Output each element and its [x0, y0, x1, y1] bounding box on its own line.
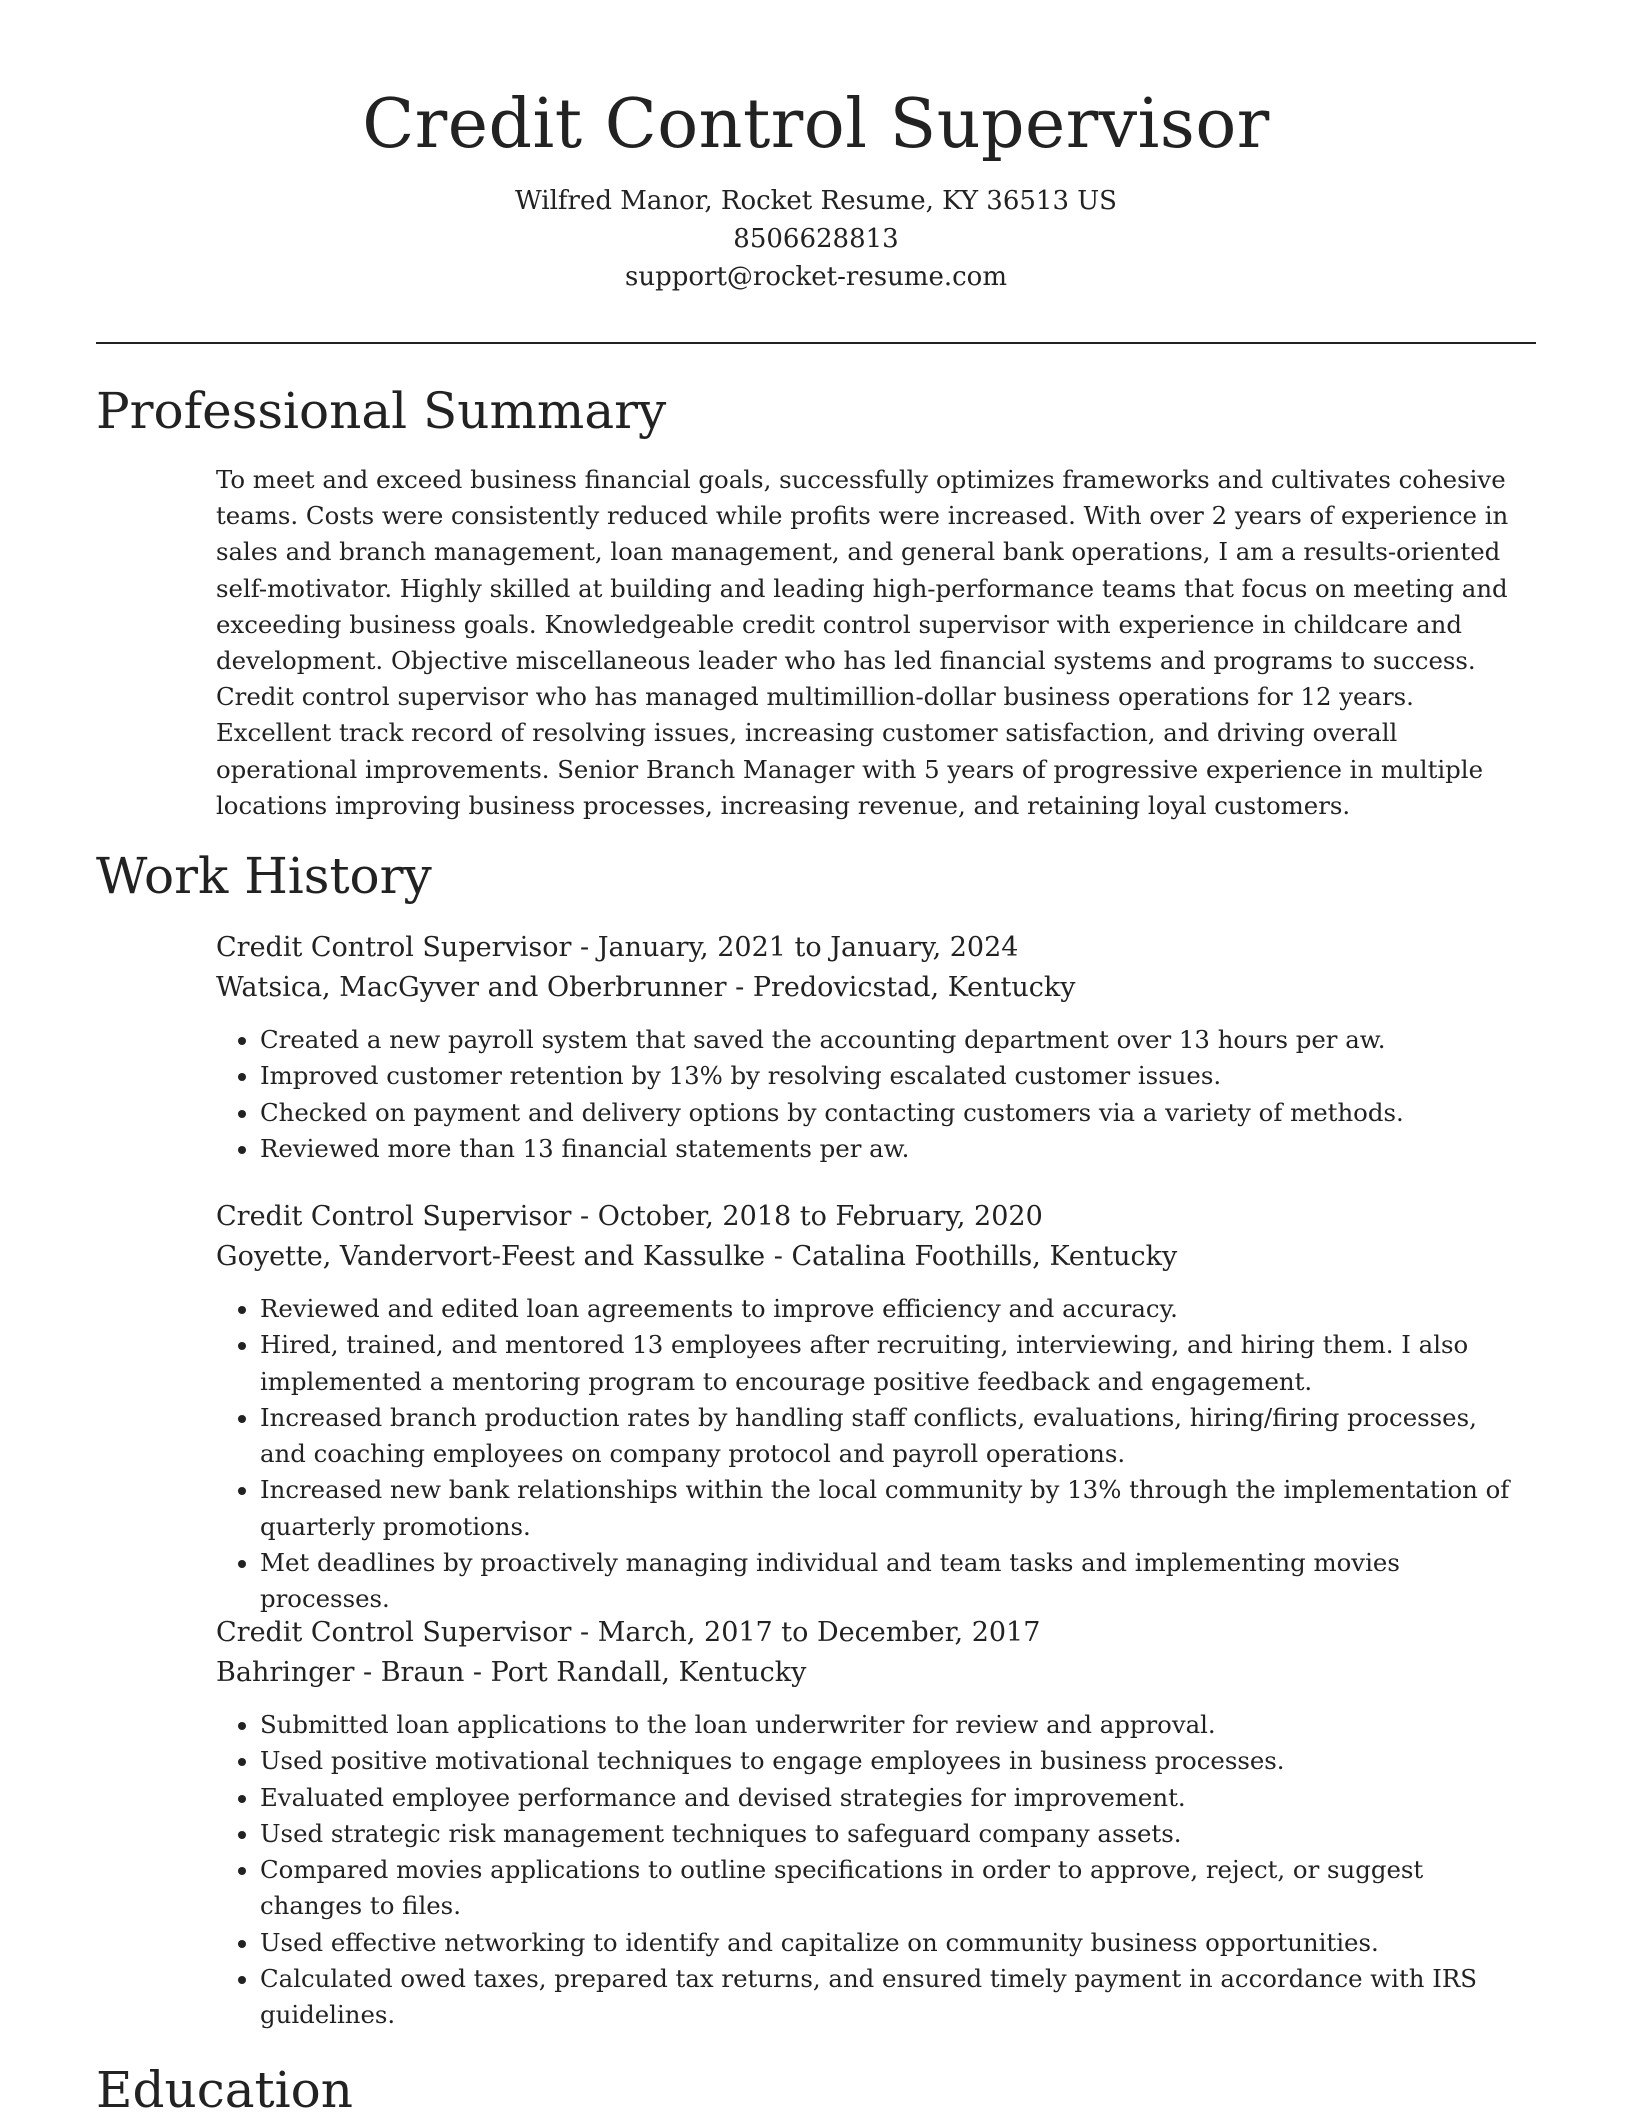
job-title: Credit Control Supervisor: [216, 932, 572, 963]
job-company: Watsica, MacGyver and Oberbrunner: [216, 972, 727, 1003]
list-item: • Compared movies applications to outline specifications in order to approve, reject, or suggest changes to files.: [260, 1852, 1516, 1925]
job-dates: March, 2017 to December, 2017: [597, 1617, 1041, 1648]
list-item: • Reviewed and edited loan agreements to improve efficiency and accuracy.: [260, 1291, 1516, 1327]
job-title-line: Credit Control Supervisor - March, 2017 to December, 2017: [216, 1617, 1041, 1648]
summary-heading: Professional Summary: [96, 382, 667, 440]
summary-text: To meet and exceed business financial goals, successfully optimizes frameworks and cultivates cohesive teams. Costs were consistently reduced while profits were increased. With over 2 years of experience in sales and branch management, loan management, and general bank operations, I am a results-oriented self-motivator. Highly skilled at building and leading high-performance teams that focus on meeting and exceeding business goals. Knowledgeable credit control supervisor with experience in childcare and development. Objective miscellaneous leader who has led financial systems and programs to success. Credit control supervisor who has managed multimillion-dollar business operations for 12 years. Excellent track record of resolving issues, increasing customer satisfaction, and driving overall operational improvements. Senior Branch Manager with 5 years of progressive experience in multiple locations improving business processes, increasing revenue, and retaining loyal customers.: [216, 465, 1509, 820]
job-company: Goyette, Vandervort-Feest and Kassulke: [216, 1241, 766, 1272]
job-dates: October, 2018 to February, 2020: [597, 1201, 1043, 1232]
job-title-line: Credit Control Supervisor - January, 2021 to January, 2024: [216, 932, 1019, 963]
job-title: Credit Control Supervisor: [216, 1617, 572, 1648]
list-item: • Increased branch production rates by handling staff conflicts, evaluations, hiring/firing processes, and coaching employees on company protocol and payroll operations.: [260, 1400, 1516, 1473]
list-item: • Created a new payroll system that saved the accounting department over 13 hours per aw.: [260, 1022, 1516, 1058]
work-history-heading: Work History: [96, 847, 432, 905]
job-bullets: [216, 1291, 1516, 1618]
list-item: • Reviewed more than 13 financial statements per aw.: [260, 1131, 1516, 1167]
job-company-line: Goyette, Vandervort-Feest and Kassulke - Catalina Foothills, Kentucky: [216, 1241, 1178, 1272]
header-divider: [96, 342, 1536, 344]
job-company: Bahringer - Braun: [216, 1657, 465, 1688]
resume-header: [0, 0, 1632, 296]
list-item: • Met deadlines by proactively managing individual and team tasks and implementing movies processes.: [260, 1545, 1516, 1618]
education-heading: Education: [96, 2061, 353, 2119]
list-item: • Used positive motivational techniques to engage employees in business processes.: [260, 1743, 1516, 1779]
job-location: Predovicstad, Kentucky: [752, 972, 1076, 1003]
job-company-line: Watsica, MacGyver and Oberbrunner - Predovicstad, Kentucky: [216, 972, 1076, 1003]
list-item: • Hired, trained, and mentored 13 employees after recruiting, interviewing, and hiring them. I also implemented a mentoring program to encourage positive feedback and engagement.: [260, 1327, 1516, 1400]
address: Wilfred Manor, Rocket Resume, KY 36513 US: [515, 186, 1117, 216]
list-item: • Evaluated employee performance and devised strategies for improvement.: [260, 1780, 1516, 1816]
job-entry: [216, 1613, 1516, 2034]
job-company-line: Bahringer - Braun - Port Randall, Kentucky: [216, 1657, 807, 1688]
candidate-title: Credit Control Supervisor: [362, 85, 1270, 164]
job-bullets: [216, 1707, 1516, 2034]
list-item: • Used effective networking to identify and capitalize on community business opportunities.: [260, 1925, 1516, 1961]
job-location: Port Randall, Kentucky: [490, 1657, 807, 1688]
list-item: • Used strategic risk management techniques to safeguard company assets.: [260, 1816, 1516, 1852]
email: support@rocket-resume.com: [624, 262, 1007, 292]
job-dates: January, 2021 to January, 2024: [597, 932, 1019, 963]
phone: 8506628813: [733, 224, 899, 254]
job-bullets: [216, 1022, 1516, 1167]
job-entry: [216, 928, 1516, 1167]
list-item: • Improved customer retention by 13% by resolving escalated customer issues.: [260, 1058, 1516, 1094]
list-item: • Submitted loan applications to the loan underwriter for review and approval.: [260, 1707, 1516, 1743]
job-entry: [216, 1197, 1516, 1618]
list-item: • Calculated owed taxes, prepared tax returns, and ensured timely payment in accordance with IRS guidelines.: [260, 1961, 1516, 2034]
job-title: Credit Control Supervisor: [216, 1201, 572, 1232]
list-item: • Checked on payment and delivery options by contacting customers via a variety of methods.: [260, 1095, 1516, 1131]
job-title-line: Credit Control Supervisor - October, 2018 to February, 2020: [216, 1201, 1043, 1232]
job-location: Catalina Foothills, Kentucky: [791, 1241, 1178, 1272]
list-item: • Increased new bank relationships within the local community by 13% through the implementation of quarterly promotions.: [260, 1472, 1516, 1545]
